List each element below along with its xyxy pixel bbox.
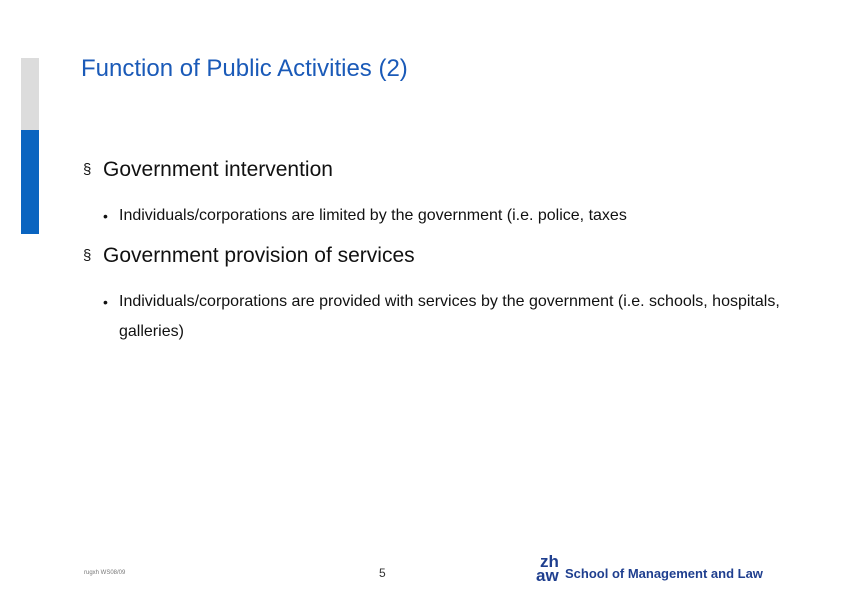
bullet-text: Government provision of services bbox=[103, 244, 415, 267]
zhaw-logo bbox=[534, 550, 786, 586]
bullet-government-intervention bbox=[83, 158, 333, 182]
sub-bullet-provision bbox=[103, 287, 803, 347]
accent-bar-grey bbox=[21, 58, 39, 130]
logo-school-name: School of Management and Law bbox=[565, 566, 763, 581]
sub-bullet-intervention bbox=[103, 201, 823, 231]
section-bullet-marker: § bbox=[83, 161, 92, 178]
logo-zh: zh bbox=[540, 552, 559, 571]
footer-course-code: rugxh WS08/09 bbox=[84, 570, 126, 576]
bullet-text: Government intervention bbox=[103, 158, 333, 181]
page-number: 5 bbox=[379, 566, 386, 580]
sub-bullet-text: Individuals/corporations are provided with services by the government (i.e. schools, hospitals, galleries) bbox=[119, 293, 780, 340]
logo-aw: aw bbox=[536, 566, 559, 585]
sub-bullet-text: Individuals/corporations are limited by the government (i.e. police, taxes bbox=[119, 207, 627, 224]
accent-bar-blue bbox=[21, 130, 39, 234]
sub-bullet-marker: • bbox=[103, 294, 108, 310]
section-bullet-marker: § bbox=[83, 247, 92, 264]
slide-title: Function of Public Activities (2) bbox=[81, 55, 408, 82]
bullet-government-provision bbox=[83, 244, 415, 268]
sub-bullet-marker: • bbox=[103, 208, 108, 224]
